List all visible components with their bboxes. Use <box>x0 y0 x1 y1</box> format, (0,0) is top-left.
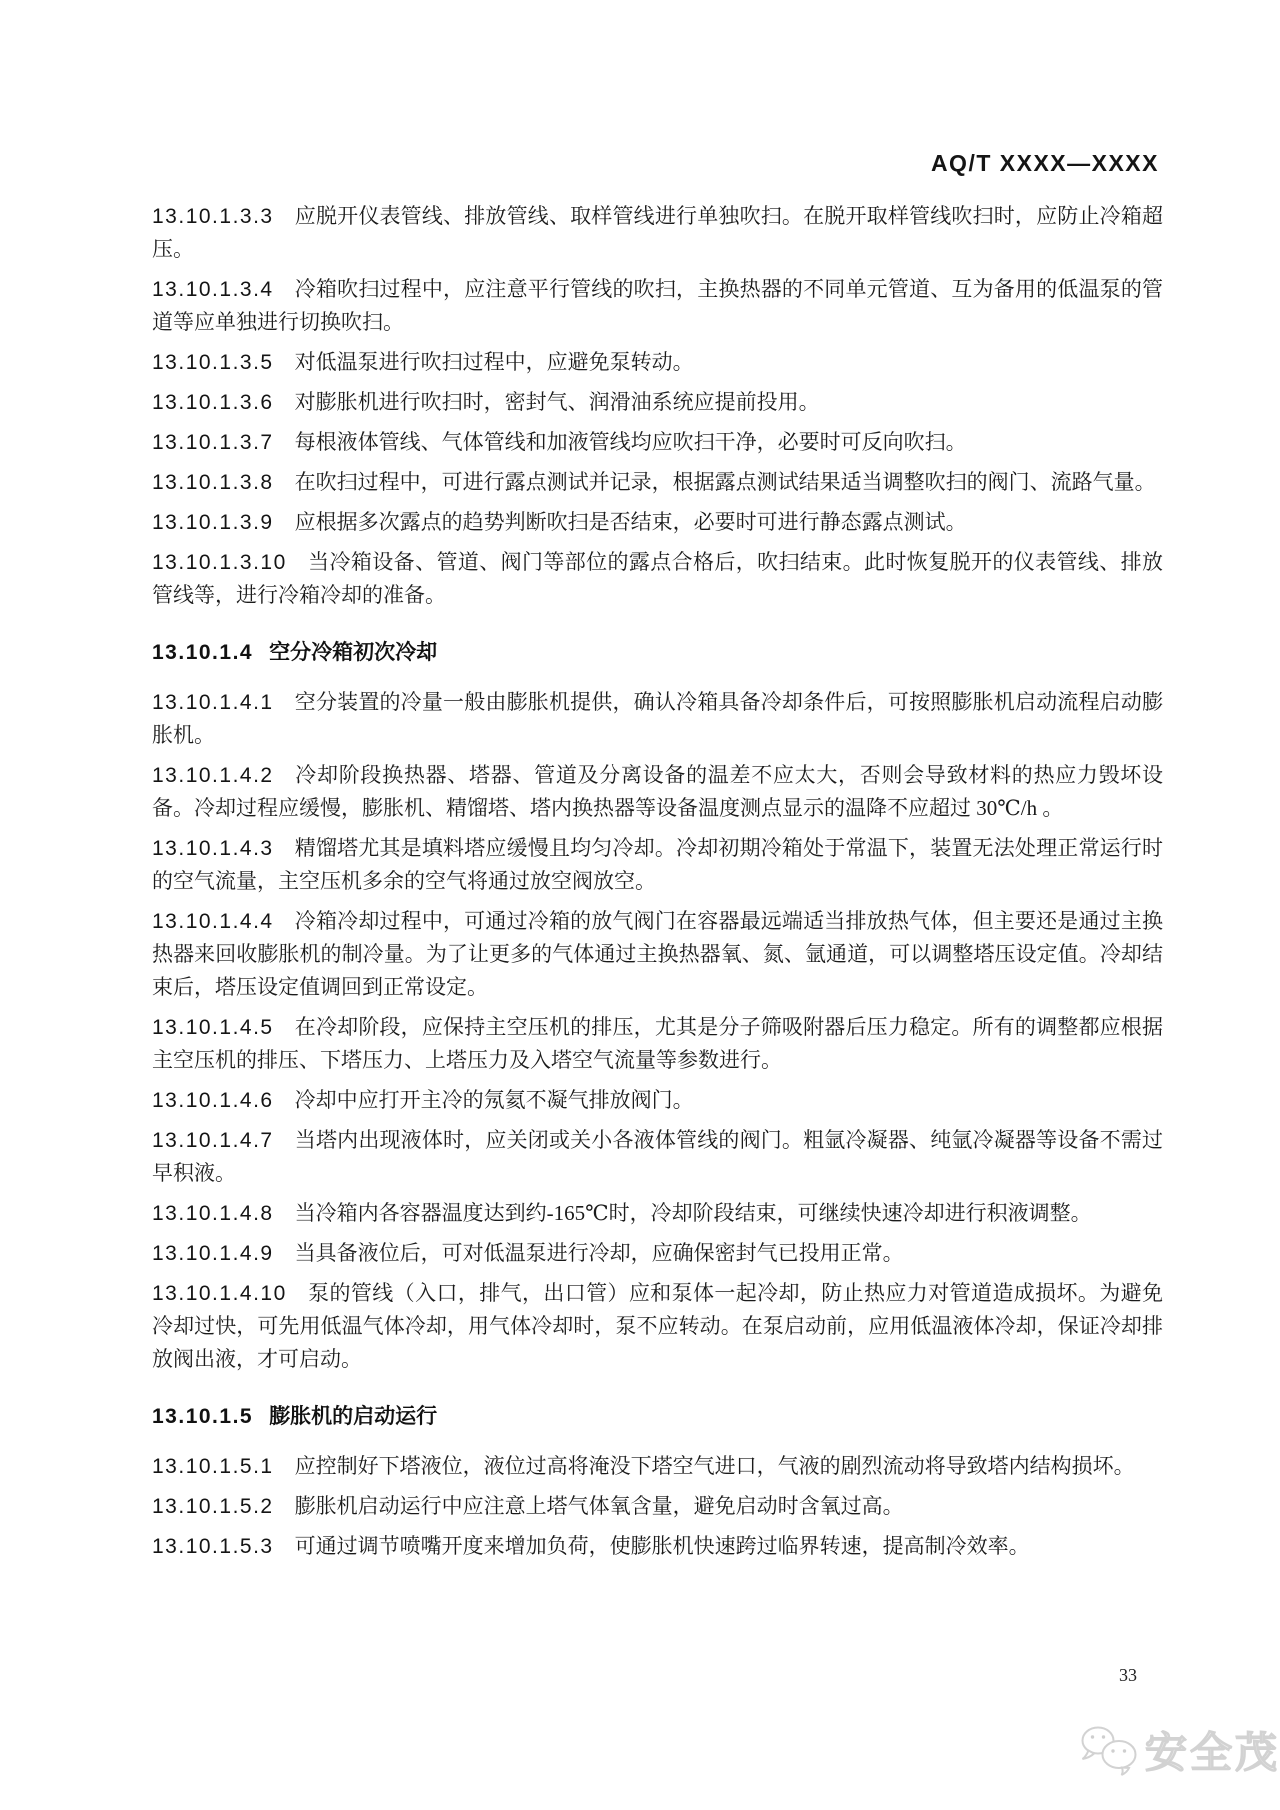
clause <box>152 200 1163 266</box>
clause-number: 13.10.1.4.4 <box>152 910 274 933</box>
clause-text: 应脱开仪表管线、排放管线、取样管线进行单独吹扫。在脱开取样管线吹扫时，应防止冷箱超压。 <box>152 204 1163 261</box>
clause-number: 13.10.1.3.7 <box>152 431 274 454</box>
running-header-doc-code: AQ/T XXXX—XXXX <box>930 150 1159 176</box>
clause <box>152 1011 1163 1077</box>
wechat-icon <box>1078 1724 1140 1781</box>
clause-text: 可通过调节喷嘴开度来增加负荷，使膨胀机快速跨过临界转速，提高制冷效率。 <box>294 1534 1030 1558</box>
clause <box>152 1124 1163 1190</box>
clause <box>152 1197 1163 1230</box>
clause-number: 13.10.1.5.2 <box>152 1495 274 1518</box>
clause <box>152 1490 1163 1523</box>
clause-text: 精馏塔尤其是填料塔应缓慢且均匀冷却。冷却初期冷箱处于常温下，装置无法处理正常运行时的空气流量，主空压机多余的空气将通过放空阀放空。 <box>152 836 1163 893</box>
clause <box>152 1450 1163 1483</box>
section-number: 13.10.1.4 <box>152 641 254 664</box>
clause-number: 13.10.1.4.2 <box>152 764 274 787</box>
clause-number: 13.10.1.3.5 <box>152 351 274 374</box>
clause-text: 应根据多次露点的趋势判断吹扫是否结束，必要时可进行静态露点测试。 <box>294 510 967 534</box>
clause-number: 13.10.1.4.9 <box>152 1242 274 1265</box>
clause-text: 在冷却阶段，应保持主空压机的排压，尤其是分子筛吸附器后压力稳定。所有的调整都应根据主空压机的排压、下塔压力、上塔压力及入塔空气流量等参数进行。 <box>152 1015 1163 1072</box>
clause <box>152 506 1163 539</box>
clause <box>152 466 1163 499</box>
clause-text: 当冷箱内各容器温度达到约-165℃时，冷却阶段结束，可继续快速冷却进行积液调整。 <box>294 1201 1092 1225</box>
clause <box>152 686 1163 752</box>
clause <box>152 832 1163 898</box>
clause-number: 13.10.1.3.8 <box>152 471 274 494</box>
clause-text: 冷却阶段换热器、塔器、管道及分离设备的温差不应太大，否则会导致材料的热应力毁坏设备。冷却过程应缓慢，膨胀机、精馏塔、塔内换热器等设备温度测点显示的温降不应超过 30℃/h 。 <box>152 763 1163 820</box>
clause-text: 泵的管线（入口，排气，出口管）应和泵体一起冷却，防止热应力对管道造成损坏。为避免冷却过快，可先用低温气体冷却，用气体冷却时，泵不应转动。在泵启动前，应用低温液体冷却，保证冷却排放阀出液，才可启动。 <box>152 1281 1163 1371</box>
clause-text: 当塔内出现液体时，应关闭或关小各液体管线的阀门。粗氩冷凝器、纯氩冷凝器等设备不需过早积液。 <box>152 1128 1163 1185</box>
section-number: 13.10.1.5 <box>152 1405 254 1428</box>
watermark-brand-text: 安全茂 <box>1145 1728 1280 1776</box>
clause <box>152 346 1163 379</box>
section-heading <box>152 636 1163 669</box>
clause-text: 对低温泵进行吹扫过程中，应避免泵转动。 <box>294 350 694 374</box>
clause <box>152 1084 1163 1117</box>
clause-number: 13.10.1.3.9 <box>152 511 274 534</box>
clause <box>152 1237 1163 1270</box>
clause-text: 对膨胀机进行吹扫时，密封气、润滑油系统应提前投用。 <box>294 390 820 414</box>
clause-number: 13.10.1.3.10 <box>152 551 287 574</box>
section-title: 膨胀机的启动运行 <box>269 1405 438 1428</box>
clause-number: 13.10.1.3.6 <box>152 391 274 414</box>
clause-number: 13.10.1.4.10 <box>152 1282 287 1305</box>
page-number: 33 <box>1119 1665 1137 1685</box>
clause-text: 空分装置的冷量一般由膨胀机提供，确认冷箱具备冷却条件后，可按照膨胀机启动流程启动膨胀机。 <box>152 690 1163 747</box>
clause-number: 13.10.1.4.3 <box>152 837 274 860</box>
clause-text: 冷箱冷却过程中，可通过冷箱的放气阀门在容器最远端适当排放热气体，但主要还是通过主换热器来回收膨胀机的制冷量。为了让更多的气体通过主换热器氧、氮、氩通道，可以调整塔压设定值。冷却结束后，塔压设定值调回到正常设定。 <box>152 909 1163 999</box>
clause-number: 13.10.1.4.8 <box>152 1202 274 1225</box>
clause-number: 13.10.1.3.4 <box>152 278 274 301</box>
watermark <box>1078 1724 1280 1781</box>
clause <box>152 386 1163 419</box>
clause-text: 冷却中应打开主冷的氖氦不凝气排放阀门。 <box>294 1088 694 1112</box>
clause <box>152 1277 1163 1376</box>
clause <box>152 759 1163 825</box>
clause <box>152 1530 1163 1563</box>
section-title: 空分冷箱初次冷却 <box>269 641 438 664</box>
clause-text: 膨胀机启动运行中应注意上塔气体氧含量，避免启动时含氧过高。 <box>294 1494 904 1518</box>
clause-number: 13.10.1.5.3 <box>152 1535 274 1558</box>
clause <box>152 546 1163 612</box>
clause-number: 13.10.1.4.5 <box>152 1016 274 1039</box>
clause-text: 应控制好下塔液位，液位过高将淹没下塔空气进口，气液的剧烈流动将导致塔内结构损坏。 <box>294 1454 1135 1478</box>
clause-text: 当具备液位后，可对低温泵进行冷却，应确保密封气已投用正常。 <box>294 1241 904 1265</box>
clause-text: 在吹扫过程中，可进行露点测试并记录，根据露点测试结果适当调整吹扫的阀门、流路气量。 <box>294 470 1156 494</box>
clause <box>152 905 1163 1004</box>
section-heading <box>152 1400 1163 1433</box>
clause-text: 每根液体管线、气体管线和加液管线均应吹扫干净，必要时可反向吹扫。 <box>294 430 967 454</box>
clause-number: 13.10.1.4.6 <box>152 1089 274 1112</box>
clause-text: 冷箱吹扫过程中，应注意平行管线的吹扫，主换热器的不同单元管道、互为备用的低温泵的管道等应单独进行切换吹扫。 <box>152 277 1163 334</box>
clause-number: 13.10.1.5.1 <box>152 1455 274 1478</box>
clause-number: 13.10.1.4.7 <box>152 1129 274 1152</box>
clause-number: 13.10.1.4.1 <box>152 691 274 714</box>
clause-number: 13.10.1.3.3 <box>152 205 274 228</box>
clause <box>152 273 1163 339</box>
clause-text: 当冷箱设备、管道、阀门等部位的露点合格后，吹扫结束。此时恢复脱开的仪表管线、排放管线等，进行冷箱冷却的准备。 <box>152 550 1163 607</box>
document-body <box>152 200 1163 1570</box>
clause <box>152 426 1163 459</box>
